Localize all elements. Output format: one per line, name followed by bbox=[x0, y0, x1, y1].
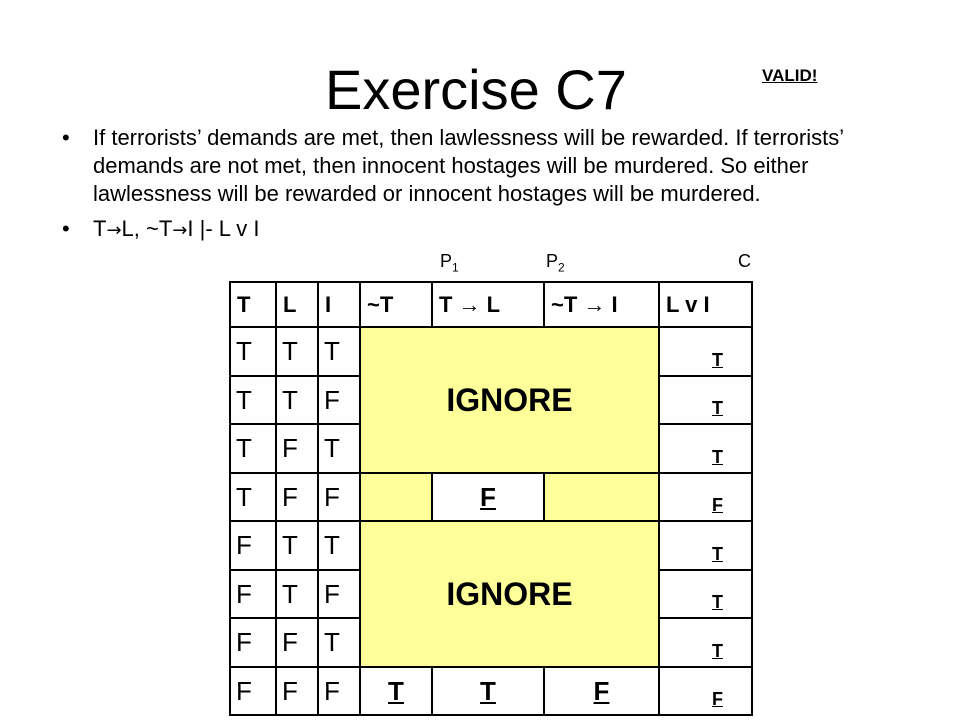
column-header-not-T-implies-I: ~T → I bbox=[544, 282, 659, 327]
not-T-implies-I-value: F bbox=[544, 667, 659, 715]
slide-title: Exercise C7 bbox=[325, 58, 627, 121]
bullet-item-premises bbox=[62, 124, 892, 208]
result-cell: T bbox=[659, 424, 752, 472]
result-cell: T bbox=[659, 521, 752, 569]
cell-L: F bbox=[276, 618, 318, 666]
highlight-cell bbox=[544, 473, 659, 521]
bullet-dot: • bbox=[62, 125, 70, 150]
result-cell: F bbox=[659, 667, 752, 715]
conclusion-label: C bbox=[738, 251, 751, 271]
cell-L: T bbox=[276, 570, 318, 618]
table-header-row bbox=[230, 282, 752, 327]
arrow-icon: → bbox=[172, 220, 188, 241]
cell-L: F bbox=[276, 473, 318, 521]
cell-I: T bbox=[318, 618, 360, 666]
ignore-block: IGNORE bbox=[360, 327, 659, 472]
highlight-cell bbox=[360, 473, 432, 521]
column-header-not-T: ~T bbox=[360, 282, 432, 327]
result-cell: T bbox=[659, 618, 752, 666]
cell-L: F bbox=[276, 667, 318, 715]
result-cell: T bbox=[659, 327, 752, 375]
valid-note: VALID! bbox=[762, 66, 818, 85]
cell-T: F bbox=[230, 521, 276, 569]
cell-T: F bbox=[230, 570, 276, 618]
premise-label-p1: $P_1$ bbox=[440, 251, 459, 275]
cell-I: T bbox=[318, 424, 360, 472]
ignore-block: IGNORE bbox=[360, 521, 659, 666]
cell-I: F bbox=[318, 473, 360, 521]
argument-text: If terrorists’ demands are met, then lawlessness will be rewarded. If terrorists’ demands are not met, then innocent hostages will be murdered. So either lawlessness will be rewarded or innocent hostages will be murdered. bbox=[93, 125, 844, 206]
arrow-icon: → bbox=[106, 220, 122, 241]
formula-part-1: T bbox=[93, 216, 107, 241]
cell-I: T bbox=[318, 521, 360, 569]
cell-L: T bbox=[276, 521, 318, 569]
formula-part-2: L, ~T bbox=[121, 216, 173, 241]
cell-T: F bbox=[230, 667, 276, 715]
bullet-item-formula bbox=[62, 215, 892, 245]
cell-I: F bbox=[318, 570, 360, 618]
result-cell: T bbox=[659, 570, 752, 618]
formula-part-3: I |- L v I bbox=[187, 216, 260, 241]
column-header-L: L bbox=[276, 282, 318, 327]
column-header-L-or-I: L v I bbox=[659, 282, 752, 327]
table-row bbox=[230, 667, 752, 715]
column-header-I: I bbox=[318, 282, 360, 327]
cell-T: T bbox=[230, 473, 276, 521]
premise-label-p2: $P_2$ bbox=[546, 251, 565, 275]
column-header-T: T bbox=[230, 282, 276, 327]
cell-T: T bbox=[230, 424, 276, 472]
not-T-value: T bbox=[360, 667, 432, 715]
truth-table bbox=[229, 281, 753, 716]
column-header-T-implies-L: T → L bbox=[432, 282, 544, 327]
cell-T: T bbox=[230, 327, 276, 375]
cell-T: F bbox=[230, 618, 276, 666]
cell-T: T bbox=[230, 376, 276, 424]
table-row bbox=[230, 521, 752, 569]
table-row bbox=[230, 327, 752, 375]
table-row bbox=[230, 473, 752, 521]
T-implies-L-value: F bbox=[432, 473, 544, 521]
cell-I: F bbox=[318, 667, 360, 715]
cell-I: T bbox=[318, 327, 360, 375]
result-cell: F bbox=[659, 473, 752, 521]
bullet-dot: • bbox=[62, 216, 70, 241]
result-cell: T bbox=[659, 376, 752, 424]
T-implies-L-value: T bbox=[432, 667, 544, 715]
cell-L: F bbox=[276, 424, 318, 472]
bullet-list bbox=[62, 124, 892, 245]
cell-I: F bbox=[318, 376, 360, 424]
cell-L: T bbox=[276, 376, 318, 424]
cell-L: T bbox=[276, 327, 318, 375]
